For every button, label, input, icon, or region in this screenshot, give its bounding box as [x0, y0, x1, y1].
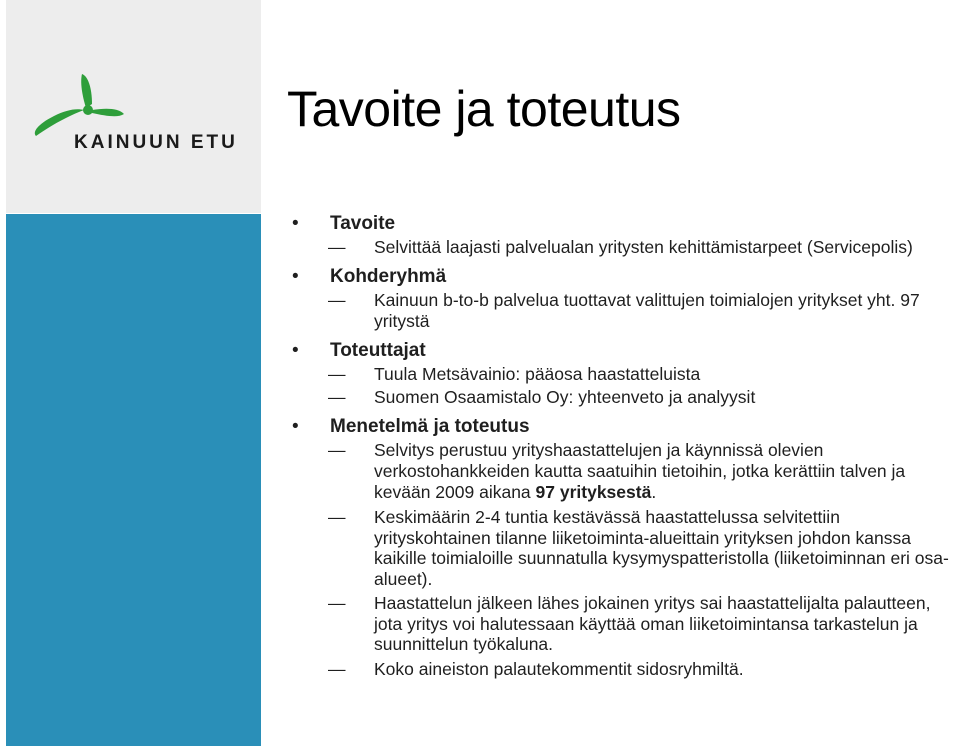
- logo-text: KAINUUN ETU: [74, 132, 238, 153]
- dash-icon: —: [328, 387, 346, 407]
- page-title: Tavoite ja toteutus: [287, 81, 681, 137]
- section-heading-text: Tavoite: [330, 213, 396, 234]
- list-item: [288, 440, 960, 503]
- sidebar-decoration: [6, 214, 261, 746]
- dash-icon: —: [328, 593, 346, 613]
- pinwheel-logo-icon: [35, 74, 124, 136]
- dash-icon: —: [328, 290, 346, 310]
- list-item: [288, 237, 960, 258]
- list-item-emphasis: 97 yrityksestä: [535, 482, 652, 502]
- list-item-text: Keskimäärin 2-4 tuntia kestävässä haastattelussa selvitettiin yrityskohtainen tilanne liiketoiminta-alueittain yrityksen johdon kanssa kaikille toimialoille suunnatulla kysymyspatteristolla (liiketoiminnan eri osa-alueet).: [374, 507, 949, 589]
- list-item: [288, 387, 960, 408]
- list-item: [288, 507, 960, 589]
- list-item-text: Koko aineiston palautekommentit sidosryhmiltä.: [374, 658, 744, 679]
- logo-panel: [6, 0, 261, 213]
- list-item: [288, 290, 960, 332]
- list-item-text: Suomen Osaamistalo Oy: yhteenveto ja analyysit: [374, 387, 756, 407]
- content-list: [288, 209, 960, 679]
- bullet-icon: •: [292, 213, 299, 234]
- dash-icon: —: [328, 237, 346, 257]
- dash-icon: —: [328, 507, 346, 527]
- dash-icon: —: [328, 658, 346, 679]
- section-heading: [288, 339, 960, 362]
- list-item-text: Kainuun b-to-b palvelua tuottavat valittujen toimialojen yritykset yht. 97 yritystä: [374, 290, 920, 331]
- section-heading: [288, 415, 960, 438]
- list-item-text: Selvitys perustuu yrityshaastattelujen ja käynnissä olevien verkostohankkeiden kautta saatuihin tietoihin, jotka kerättiin talven ja kevään 2009 aikana: [374, 440, 906, 502]
- list-item-text: Selvittää laajasti palvelualan yritysten kehittämistarpeet (Servicepolis): [374, 237, 913, 257]
- section-heading-text: Kohderyhmä: [330, 266, 447, 287]
- section-heading: [288, 265, 960, 288]
- bullet-icon: •: [292, 416, 299, 437]
- list-item-text: Haastattelun jälkeen lähes jokainen yritys sai haastattelijalta palautteen, jota yritys voi halutessaan käyttää oman liiketoimintansa tarkastelun ja suunnittelun työkaluna.: [374, 593, 931, 654]
- section-heading-text: Toteuttajat: [330, 340, 426, 361]
- dash-icon: —: [328, 440, 346, 460]
- bullet-icon: •: [292, 340, 299, 361]
- kainuun-etu-logo: [24, 70, 249, 155]
- section-heading: [288, 212, 960, 235]
- list-item: [288, 659, 960, 680]
- bullet-icon: •: [292, 266, 299, 287]
- section-heading-text: Menetelmä ja toteutus: [330, 416, 530, 437]
- list-item-suffix: .: [651, 482, 657, 502]
- list-item: [288, 364, 960, 385]
- dash-icon: —: [328, 364, 346, 384]
- list-item: [288, 593, 960, 655]
- list-item-text: Tuula Metsävainio: pääosa haastatteluista: [374, 364, 701, 384]
